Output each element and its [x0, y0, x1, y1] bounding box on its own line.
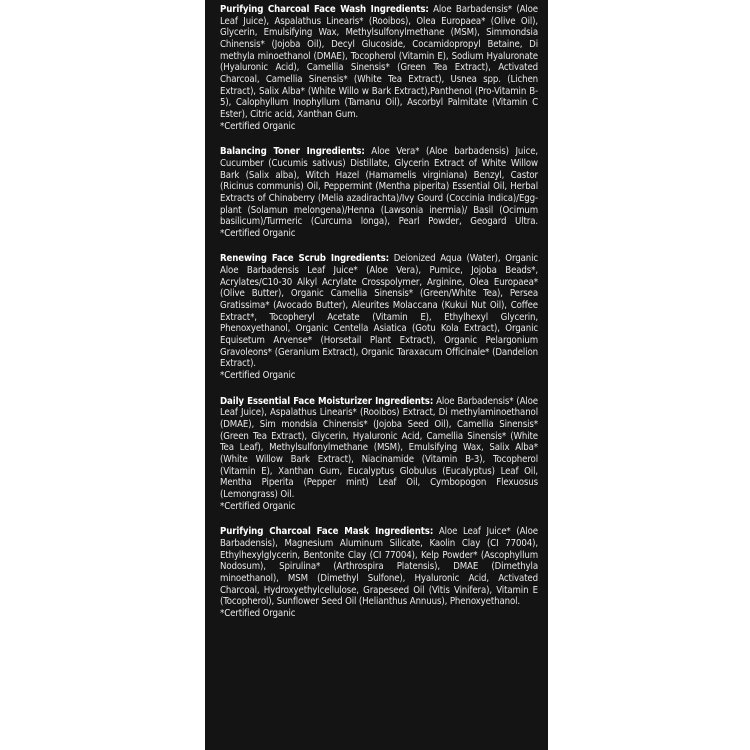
moisturizer-certified-note: *Certified Organic [220, 500, 296, 512]
moisturizer-section [220, 396, 538, 513]
toner-section [220, 146, 538, 239]
face-scrub-title: Renewing Face Scrub Ingredients: [220, 253, 389, 265]
moisturizer-ingredients: Aloe Barbadensis* (Aloe Leaf Juice), Aspalathus Linearis* (Rooibos) Extract, Di methylaminoethanol (DMAE), Sim mondsia Chinensis* (Jojoba Seed Oil), Camellia Sinensis* (Green Tea Extract), Glycerin, Hyaluronic Acid, Camellia Sinensis* (White Tea Leaf), Methylsulfonylmethane (MSM), Emulsifying Wax, Salix Alba* (White Willow Bark Extract), Niacinamide (Vitamin B-3), Tocopherol (Vitamin E), Xanthan Gum, Eucalyptus Globulus (Eucalyptus) Leaf Oil, Mentha Piperita (Pepper mint) Leaf Oil, Cymbopogon Flexuosus (Lemongrass) Oil. [220, 395, 538, 500]
face-scrub-ingredients: Deionized Aqua (Water), Organic Aloe Barbadensis Leaf Juice* (Aloe Vera), Pumice, Jojoba Beads*, Acrylates/C10-30 Alkyl Acrylate Crosspolymer, Arginine, Olea Europaea* (Olive Butter), Organic Camellia Sinensis* (Green/White Tea), Persea Gratissima* (Avocado Butter), Aleurites Molaccana (Kukui Nut Oil), Coffee Extract*, Tocopheryl Acetate (Vitamin E), Ethylhexyl Glycerin, Phenoxyethanol, Organic Centella Asiatica (Gotu Kola Extract), Organic Equisetum Arvense* (Horsetail Plant Extract), Organic Pelargonium Gravoleons* (Geranium Extract), Organic Taraxacum Officinale* (Dandelion Extract). [220, 253, 538, 370]
face-wash-ingredients: Aloe Barbadensis* (Aloe Leaf Juice), Aspalathus Linearis* (Rooibos), Olea Europaea* (Olive Oil), Glycerin, Emulsifying Wax, Methylsulfonylmethane (MSM), Simmondsia Chinensis* (Jojoba Oil), Decyl Glucoside, Cocamidopropyl Betaine, Di methyla minoethanol (DMAE), Tocopherol (Vitamin E), Sodium Hyaluronate (Hyaluronic Acid), Camellia Sinensis* (Green Tea Extract), Activated Charcoal, Camellia Sinensis* (White Tea Extract), Usnea spp. (Lichen Extract), Salix Alba* (White Willo w Bark Extract),Panthenol (Pro-Vitamin B-5), Calophyllum Inophyllum (Tamanu Oil), Ascorbyl Palmitate (Vitamin C Ester), Citric acid, Xanthan Gum. [220, 4, 538, 120]
face-wash-certified-note: *Certified Organic [220, 120, 296, 132]
ingredients-list [220, 4, 538, 620]
ingredients-panel [205, 0, 548, 750]
face-mask-ingredients: Aloe Leaf Juice* (Aloe Barbadensis), Magnesium Aluminum Silicate, Kaolin Clay (CI 77004), Ethylhexylglycerin, Bentonite Clay (CI 77004), Kelp Powder* (Ascophyllum Nodosum), Spirulina* (Arthrospira Platensis), DMAE (Dimethyla minoethanol), MSM (Dimethyl Sulfone), Hyaluronic Acid, Activated Charcoal, Hydroxyethylcellulose, Grapeseed Oil (Vitis Vinifera), Vitamin E (Tocopherol), Sunflower Seed Oil (Helianthus Annuus), Phenoxyethanol. [220, 526, 538, 608]
toner-title: Balancing Toner Ingredients: [220, 146, 365, 158]
face-scrub-section [220, 253, 538, 381]
toner-ingredients: Aloe Vera* (Aloe barbadensis) Juice, Cucumber (Cucumis sativus) Distillate, Glycerin Extract of White Willow Bark (Salix alba), Witch Hazel (Hamamelis virginiana) Benzyl, Castor (Ricinus communis) Oil, Peppermint (Mentha piperita) Essential Oil, Herbal Extracts of Chinaberry (Melia azadirachta)/Ivy Gourd (Coccinia Indica)/Egg- plant (Solamun melongena)/Henna (Lawsonia inermia)/ Basil (Ocimum basilicum)/Turmeric (Curcuma longa), Pearl Powder, Geogard Ultra. *Certified Organic [220, 146, 539, 239]
face-wash-title: Purifying Charcoal Face Wash Ingredients: [220, 4, 429, 15]
moisturizer-title: Daily Essential Face Moisturizer Ingredients: [220, 395, 434, 407]
face-wash-section [220, 4, 538, 132]
face-mask-title: Purifying Charcoal Face Mask Ingredients: [220, 526, 434, 538]
face-mask-section [220, 526, 538, 619]
face-mask-certified-note: *Certified Organic [220, 607, 296, 619]
face-scrub-certified-note: *Certified Organic [220, 370, 296, 382]
